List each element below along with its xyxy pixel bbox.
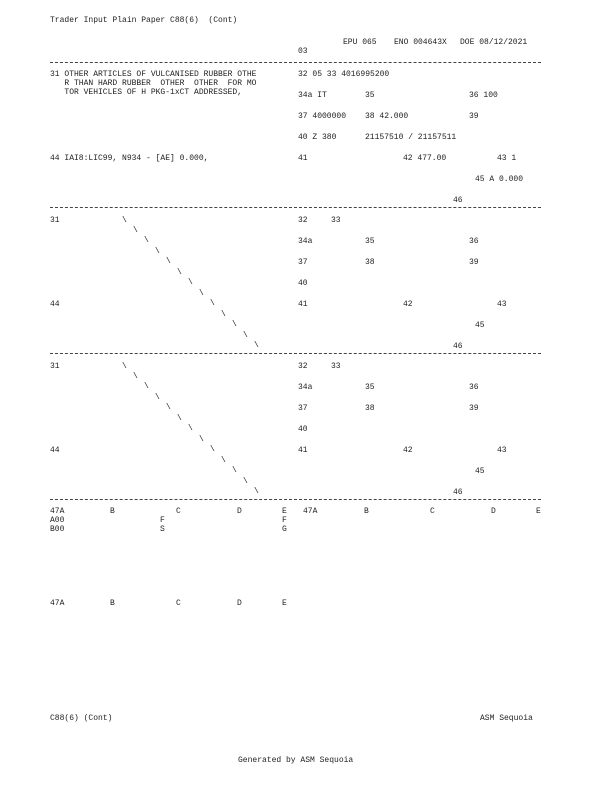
col-e-header: E [282,507,287,516]
box-35: 35 [365,383,375,392]
col-c-header: C [176,507,181,516]
col-e-header-right: E [536,507,541,516]
slash-mark: \ [133,226,138,235]
divider [50,499,541,500]
slash-mark: \ [155,393,160,402]
slash-mark: \ [243,331,248,340]
box-35: 35 [365,237,375,246]
slash-mark: \ [232,466,237,475]
box-03: 03 [298,47,308,56]
slash-mark: \ [166,403,171,412]
footer-software: ASM Sequoia [480,714,533,723]
col-b-header-right: B [364,507,369,516]
page-title: Trader Input Plain Paper C88(6) (Cont) [50,16,238,25]
goods-description-line1: 31 OTHER ARTICLES OF VULCANISED RUBBER OTHE [50,70,257,79]
box-36: 36 [469,237,479,246]
box-31: 31 [50,216,60,225]
tax-row-a00-f: F [160,516,165,525]
box-46: 46 [453,196,463,205]
box-38: 38 [365,258,375,267]
box-45: 45 A 0.000 [475,175,524,184]
box-40-references: 21157510 / 21157511 [365,133,457,142]
box-41: 41 [298,154,308,163]
box-47a-header-right: 47A [303,507,318,516]
slash-mark: \ [133,372,138,381]
col-d-header-right: D [491,507,496,516]
slash-mark: \ [188,424,193,433]
slash-mark: \ [177,414,182,423]
box-40-previous-document: 40 Z 380 [298,133,337,142]
box-44: 44 [50,446,60,455]
slash-mark: \ [177,268,182,277]
divider [50,207,541,208]
box-31: 31 [50,362,60,371]
box-45: 45 [475,467,485,476]
goods-description-line3: TOR VEHICLES OF H PKG-1xCT ADDRESSED, [50,88,243,97]
tax-row-b00: B00 [50,525,65,534]
box-40: 40 [298,279,308,288]
tax-row-b00-s: S [160,525,165,534]
col-e-header-lower: E [282,599,287,608]
slash-mark: \ [243,477,248,486]
box-35: 35 [365,91,375,100]
box-47a-header-lower: 47A [50,599,65,608]
box-44-additional-info: 44 IAI8:LIC99, N934 - [AE] 0.000, [50,154,209,163]
slash-mark: \ [210,445,215,454]
slash-mark: \ [199,435,204,444]
box-42-item-price: 42 477.00 [403,154,447,163]
col-c-header-right: C [430,507,435,516]
slash-mark: \ [254,341,259,350]
footer-form-name: C88(6) (Cont) [50,714,113,723]
slash-mark: \ [155,247,160,256]
box-37: 37 [298,404,308,413]
col-d-header: D [237,507,242,516]
box-42: 42 [403,300,413,309]
col-b-header-lower: B [110,599,115,608]
box-38-net-mass: 38 42.000 [365,112,409,121]
slash-mark: \ [221,310,226,319]
box-38: 38 [365,404,375,413]
slash-mark: \ [254,487,259,496]
slash-mark: \ [122,362,127,371]
box-39: 39 [469,404,479,413]
box-42: 42 [403,446,413,455]
box-44: 44 [50,300,60,309]
box-32: 32 [298,216,308,225]
box-46: 46 [453,342,463,351]
box-36: 36 [469,383,479,392]
eno-number: ENO 004643X [394,38,447,47]
divider [50,62,541,63]
box-32-33-commodity-code: 32 05 33 4016995200 [298,70,390,79]
box-41: 41 [298,300,308,309]
slash-mark: \ [144,382,149,391]
slash-mark: \ [122,216,127,225]
footer-generated-by: Generated by ASM Sequoia [238,756,354,765]
epu-number: EPU 065 [343,38,377,47]
box-37-procedure: 37 4000000 [298,112,347,121]
col-b-header: B [110,507,115,516]
box-33: 33 [331,216,341,225]
box-32: 32 [298,362,308,371]
slash-mark: \ [166,257,171,266]
box-37: 37 [298,258,308,267]
divider [50,353,541,354]
col-d-header-lower: D [237,599,242,608]
slash-mark: \ [210,299,215,308]
slash-mark: \ [188,278,193,287]
box-41: 41 [298,446,308,455]
box-40: 40 [298,425,308,434]
goods-description-line2: R THAN HARD RUBBER OTHER OTHER FOR MO [50,79,257,88]
box-34a: 34a [298,383,313,392]
tax-row-b00-g: G [282,525,287,534]
box-39: 39 [469,258,479,267]
box-47a-header: 47A [50,507,65,516]
slash-mark: \ [221,456,226,465]
box-43: 43 [497,300,507,309]
col-c-header-lower: C [176,599,181,608]
slash-mark: \ [144,236,149,245]
slash-mark: \ [199,289,204,298]
box-33: 33 [331,362,341,371]
box-34a-origin: 34a IT [298,91,327,100]
box-39: 39 [469,112,479,121]
slash-mark: \ [232,320,237,329]
box-46: 46 [453,488,463,497]
box-36: 36 100 [469,91,498,100]
tax-row-a00-f2: F [282,516,287,525]
box-45: 45 [475,321,485,330]
date-of-entry: DOE 08/12/2021 [460,38,528,47]
box-43: 43 1 [497,154,517,163]
tax-row-a00: A00 [50,516,65,525]
box-34a: 34a [298,237,313,246]
box-43: 43 [497,446,507,455]
